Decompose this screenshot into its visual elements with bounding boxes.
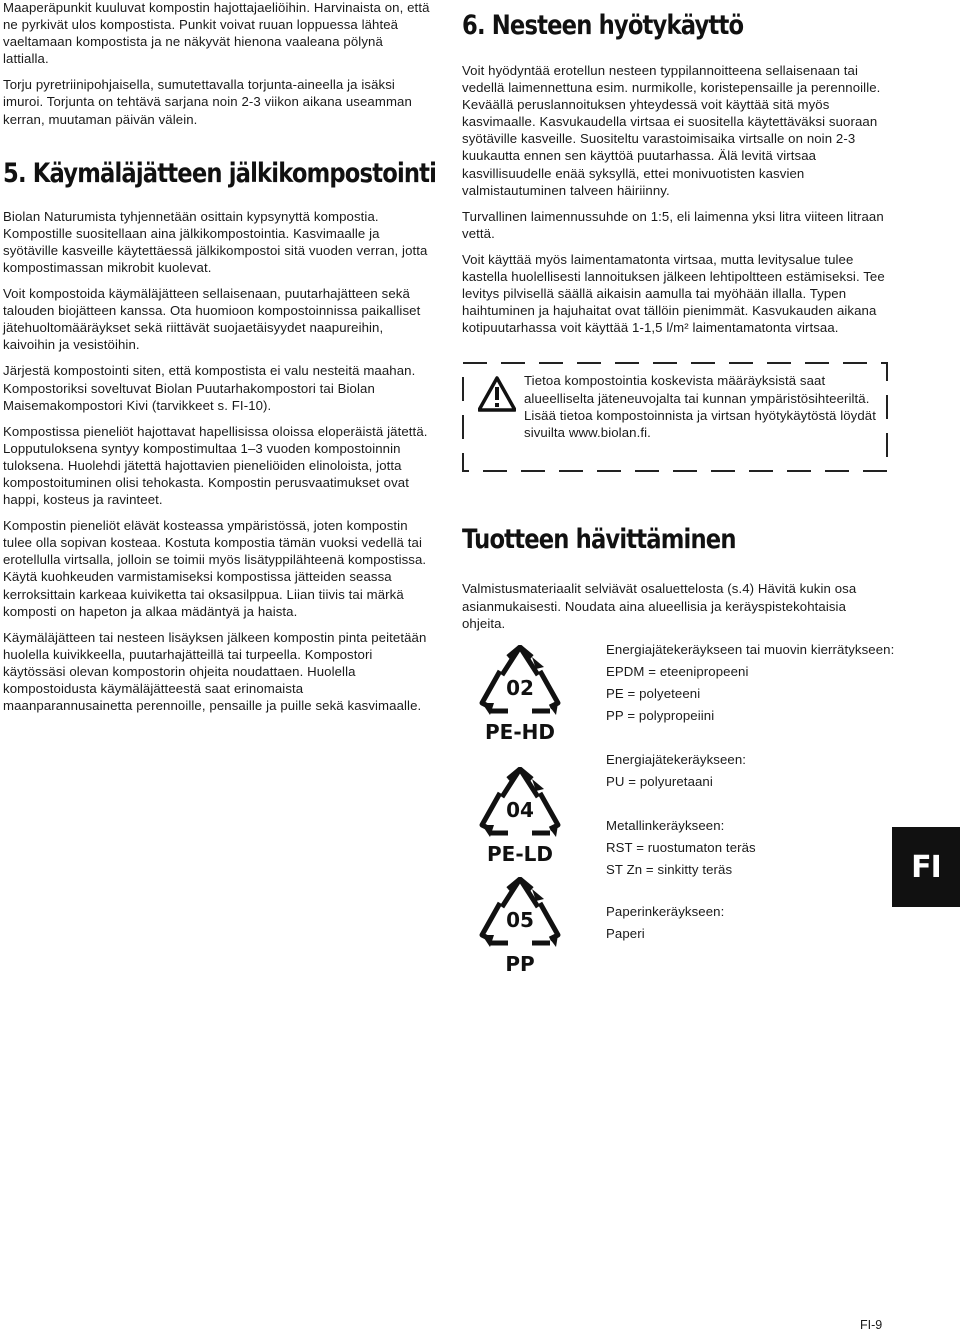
material-group-energy-or-plastic	[606, 641, 896, 729]
material-item: Paperi	[606, 925, 645, 941]
intro-paragraph-mites: Maaperäpunkit kuuluvat kompostin hajottajaeliöihin. Harvinaista on, että ne pyrkivät ulos kompostista. Punkit voivat ruuan loppuessa lähteä vaeltamaan kompostista ja ne näkyvät hienona vaaleana pölynä lattialla.	[3, 0, 430, 67]
material-item: EPDM = eteenipropeeni	[606, 663, 749, 679]
section-5-paragraph: Biolan Naturumista tyhjennetään osittain kypsynyttä kompostia. Kompostille suositellaan aina jälkikompostointia. Kasvimaalle ja syötäville kasveille käytettäessä jälkikompostoi sitä vuoden verran, jotta kompostimassan mikrobit kuolevat.	[3, 208, 428, 275]
warning-triangle-icon	[478, 376, 516, 412]
material-item: PE = polyeteeni	[606, 685, 701, 701]
disposal-paragraph: Valmistusmateriaalit selviävät osaluettelosta (s.4) Hävitä kukin osa asianmukaisesti. Noudata aina alueellisia ja keräyspistekohtaisia ohjeita.	[462, 581, 857, 631]
material-item: RST = ruostumaton teräs	[606, 839, 756, 855]
recycling-02-pe-hd-icon	[470, 645, 570, 745]
recycle-code: 02	[506, 675, 534, 700]
notice-line-regulations: Tietoa kompostointia koskevista määräyksistä saat alueelliselta jäteneuvojalta tai kunnan ympäristösihteeriltä.	[524, 373, 870, 406]
recycling-04-pe-ld-icon	[470, 767, 570, 867]
section-6-paragraph: Voit hyödyntää erotellun nesteen typpilannoitteena sellaisenaan tai vedellä laimennettuna esim. nurmikolle, koristepensaille ja perennoille. Keväällä peruslannoituksen yhteydessä voit käyttää sitä myös kasvimaalle. Kasvukaudella virtsaa ei suositella käytettäväksi suoraan syötäville kasveille. Suositeltu varastoimisaika virtsalle on noin 2-3 kuukautta ennen sen käyttöä puutarhassa. Älä levitä virtsaa kasvillisuudelle enää syksyllä, ettei monivuotisten kasvien valmistautuminen talveen häiriinny.	[462, 63, 881, 198]
material-group-metal	[606, 817, 896, 883]
language-tab: FI	[892, 827, 960, 907]
section-5-heading: 5. Käymäläjätteen jälkikompostointi	[3, 157, 437, 189]
section-5-paragraph: Kompostissa pieneliöt hajottavat hapellisissa oloissa eloperäistä jätettä. Lopputuloksena syntyy kompostimultaa 1–3 vuoden kompostoinnin tuloksena. Huolehdi jätettä hajottavien pieneliöiden elinoloista, jotta kompostoituminen olisi tehokasta. Kompostin perusvaatimukset ovat happi, kosteus ja ravinteet.	[3, 423, 428, 508]
material-group-heading: Paperinkeräykseen:	[606, 903, 725, 919]
section-5-paragraph: Kompostin pieneliöt elävät kosteassa ympäristössä, joten kompostin tulee olla sopivan kosteaa. Kostuta kompostia tämän vuoksi vedellä tai erotellulla virtsalla, jolloin se toimii myös lisätyppilähteenä kompostissa. Käytä kuohkeuden varmistamiseksi kompostissa jätteiden seassa kerroksittain karkeaa kuiviketta tai oksasilppua. Liian tiivis tai märkä komposti on hapeton ja alkaa mädäntyä ja haista.	[3, 518, 427, 619]
disposal-heading: Tuotteen hävittäminen	[462, 524, 736, 556]
section-6-paragraph: Turvallinen laimennussuhde on 1:5, eli laimenna yksi litra viiteen litraan vettä.	[462, 208, 884, 241]
page-number: FI-9	[860, 1318, 883, 1332]
notice-line-website: Lisää tietoa kompostoinnista ja virtsan hyötykäytöstä löydät sivuilta www.biolan.fi.	[524, 407, 876, 440]
notice-text	[524, 372, 884, 440]
section-5-paragraph: Voit kompostoida käymäläjätteen sellaisenaan, puutarhajätteen sekä talouden biojätteen kanssa. Ota huomioon kompostoinnissa paikalliset jätehuoltomääräykset sekä riittävät suojaetäisyydet naapureihin, kaivoihin ja vesistöihin.	[3, 286, 421, 353]
recycle-abbr: PE-LD	[487, 841, 553, 866]
notice-box	[462, 362, 890, 474]
recycle-code: 05	[506, 907, 534, 932]
section-5-paragraph: Järjestä kompostointi siten, että kompostista ei valu nesteitä maahan. Kompostoriksi soveltuvat Biolan Puutarhakompostori tai Biolan Maisemakompostori Kivi (tarvikkeet s. FI-10).	[3, 363, 416, 413]
section-6-paragraph: Voit käyttää myös laimentamatonta virtsaa, mutta levitysalue tulee kastella huolellisesti lannoituksen jälkeen lehtipoltteen estämiseksi. Tee levitys pilvisellä säällä aikaisin aamulla tai myöhään illalla. Typen haihtuminen ja hajuhaitat ovat tällöin pienimmät. Kasvukauden aikana kotipuutarhassa voit käyttää 1-1,5 l/m² laimentamatonta virtsaa.	[462, 251, 885, 336]
material-item: PU = polyuretaani	[606, 773, 713, 789]
section-5-paragraph: Käymäläjätteen tai nesteen lisäyksen jälkeen kompostin pinta peitetään huolella kuivikkeella, puutarhajätteillä tai turpeella. Kompostori käytössäsi olevan kompostorin ohjeita noudattaen. Huolella kompostoidusta käymäläjätteestä saat erinomaista maanparannusainetta perennoille, pensaille ja puille sekä kasvimaalle.	[3, 629, 427, 714]
recycle-abbr: PE-HD	[485, 719, 555, 744]
intro-paragraph-control: Torju pyretriinipohjaisella, sumutettavalla torjunta-aineella ja isäksi imuroi. Torjunta on tehtävä sarjana noin 2-3 viikon aikana useamman kerran, muutaman päivän välein.	[3, 77, 412, 127]
material-group-energy	[606, 751, 896, 795]
recycle-abbr: PP	[505, 951, 535, 976]
left-column	[3, 0, 437, 723]
material-item: ST Zn = sinkitty teräs	[606, 861, 733, 877]
section-6-heading: 6. Nesteen hyötykäyttö	[462, 10, 744, 41]
material-group-heading: Energiajätekeräykseen tai muovin kierrätykseen:	[606, 641, 895, 657]
material-item: PP = polypropeiini	[606, 707, 715, 723]
recycling-05-pp-icon	[470, 877, 570, 977]
right-column	[462, 0, 895, 1001]
material-group-paper	[606, 903, 896, 947]
material-group-heading: Metallinkeräykseen:	[606, 817, 725, 833]
recycle-code: 04	[506, 797, 534, 822]
material-group-heading: Energiajätekeräykseen:	[606, 751, 747, 767]
recycling-section	[462, 641, 895, 1001]
